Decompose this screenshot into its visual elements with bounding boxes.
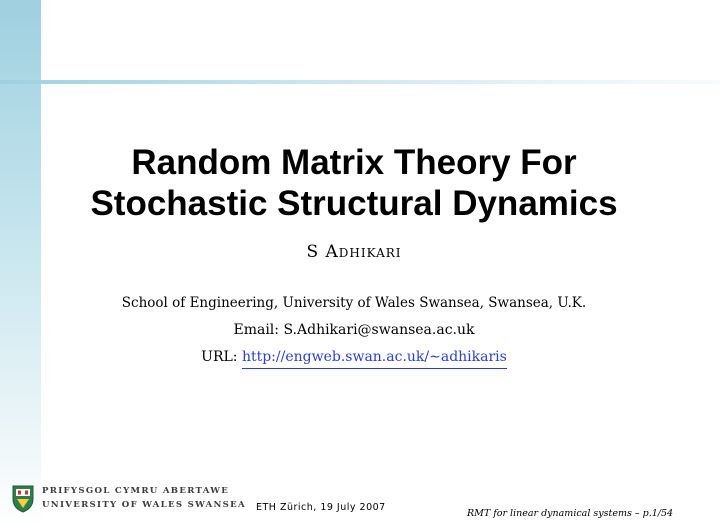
title-line-2: Stochastic Structural Dynamics (90, 184, 618, 223)
homepage-link[interactable]: http://engweb.swan.ac.uk/∼adhikaris (242, 349, 507, 369)
top-decoration-rule (0, 80, 720, 84)
author-name: S Adhikari (306, 242, 402, 262)
url-label: URL: (201, 349, 242, 365)
affiliation-text: School of Engineering, University of Wales Swansea, Swansea, U.K. (121, 295, 587, 311)
logo-text-english: UNIVERSITY OF WALES SWANSEA (42, 500, 246, 510)
slide-title (41, 142, 667, 224)
logo-text-welsh: PRIFYSGOL CYMRU ABERTAWE (42, 486, 230, 496)
url-line (41, 349, 667, 365)
university-logo (12, 485, 246, 515)
university-crest-icon (12, 485, 34, 513)
footer-venue-date: ETH Zürich, 19 July 2007 (256, 502, 386, 513)
email-text: Email: S.Adhikari@swansea.ac.uk (233, 322, 475, 338)
title-line-1: Random Matrix Theory For (131, 143, 577, 182)
footer-page-info: RMT for linear dynamical systems – p.1/54 (467, 508, 674, 519)
